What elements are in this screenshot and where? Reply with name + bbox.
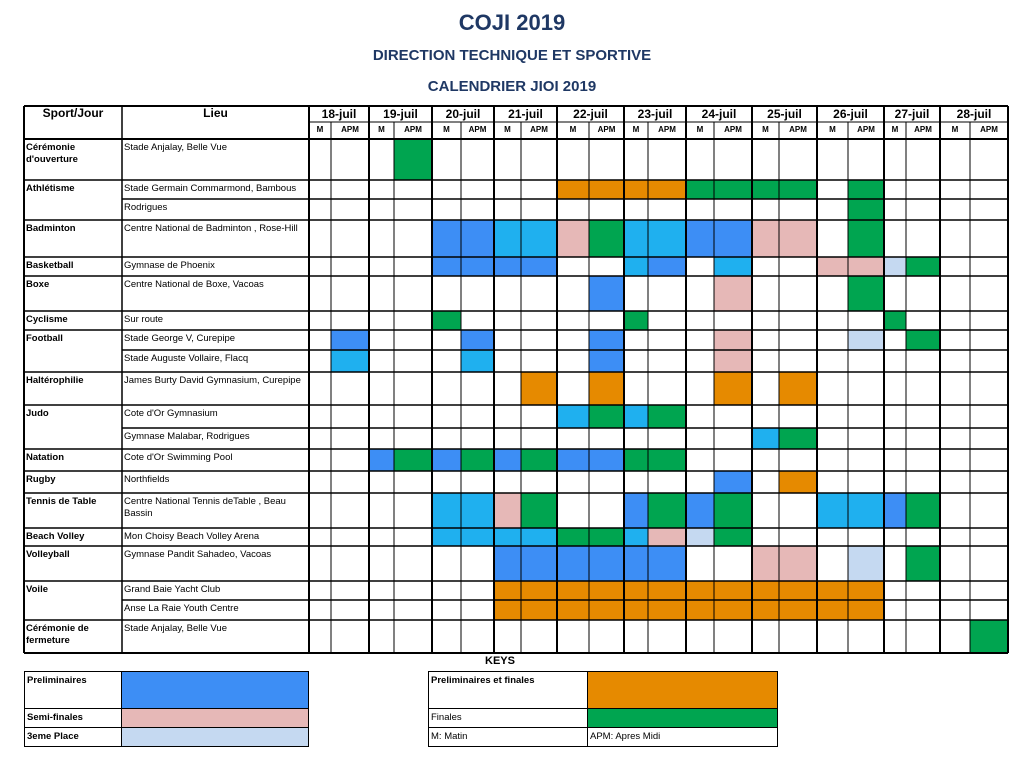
sport-label: Football [26,333,63,344]
venue-label: Centre National Tennis deTable , Beau Bassin [124,496,286,519]
session-apm-header: APM [341,125,359,134]
session-cell [648,220,686,257]
calendar-title: CALENDRIER JIOI 2019 [427,78,597,95]
session-apm-header: APM [597,125,616,134]
session-m-header: M [569,125,577,134]
day-header: 23-juil [637,107,673,121]
session-cell [461,528,494,546]
session-cell [331,350,369,372]
venue-label: Centre National de Boxe, Vacoas [124,279,264,290]
venue-label: Northfields [124,474,170,485]
key-prelim-swatch [121,671,309,709]
session-cell [752,428,779,449]
session-cell [752,581,779,600]
session-cell [648,528,686,546]
session-cell [848,180,884,199]
session-cell [432,257,461,276]
session-m-header: M [762,125,769,134]
session-cell [494,449,521,471]
session-cell [906,493,940,528]
venue-label: Sur route [124,314,164,325]
venue-label: Gymnase Malabar, Rodrigues [124,431,250,442]
key-third-label: 3eme Place [27,731,79,742]
session-cell [848,581,884,600]
session-cell [557,405,589,428]
session-apm-header: APM [789,125,807,134]
session-cell [557,581,589,600]
session-cell [394,139,432,180]
session-cell [848,276,884,311]
session-apm-header: APM [857,125,875,134]
day-header: 18-juil [321,107,357,121]
session-cell [494,600,521,620]
sport-label: Tennis de Table [26,496,97,507]
session-cell [686,528,714,546]
sport-label: Beach Volley [26,531,85,542]
session-cell [714,493,752,528]
session-m-header: M [951,125,959,134]
sport-label: Cérémonie de fermeture [26,623,89,646]
venue-label: Mon Choisy Beach Volley Arena [124,531,260,542]
session-cell [589,276,624,311]
session-cell [779,220,817,257]
session-m-header: M [316,125,324,134]
key-semi-label: Semi-finales [27,712,83,723]
session-cell [624,493,648,528]
day-header: 26-juil [833,107,868,121]
session-apm-header: APM [914,125,932,134]
sport-label: Rugby [26,474,56,485]
session-cell [432,449,461,471]
session-cell [714,528,752,546]
venue-label: Cote d'Or Swimming Pool [124,452,233,463]
sport-label: Boxe [26,279,50,290]
session-cell [779,600,817,620]
key-apm-note: APM: Apres Midi [590,731,661,742]
session-m-header: M [378,125,385,134]
session-cell [906,546,940,581]
venue-label: Stade Germain Commarmond, Bambous [124,183,297,194]
session-cell [714,350,752,372]
session-cell [494,546,521,581]
session-cell [752,546,779,581]
session-apm-header: APM [724,125,742,134]
session-cell [589,405,624,428]
session-cell [714,372,752,405]
session-cell [752,220,779,257]
venue-label: Stade Anjalay, Belle Vue [124,142,227,153]
session-cell [779,180,817,199]
venue-label: James Burty David Gymnasium, Curepipe [124,375,301,386]
session-cell [521,449,557,471]
session-cell [624,528,648,546]
session-cell [714,600,752,620]
session-cell [461,220,494,257]
session-cell [589,546,624,581]
key-prelim-label: Preliminaires [27,675,87,686]
session-cell [521,600,557,620]
session-cell [848,257,884,276]
sport-label: Natation [26,452,64,463]
session-cell [714,276,752,311]
session-cell [589,180,624,199]
sport-label: Badminton [26,223,76,234]
session-cell [557,220,589,257]
session-cell [557,546,589,581]
session-cell [848,199,884,220]
session-cell [624,581,648,600]
session-cell [648,581,686,600]
session-cell [906,257,940,276]
session-cell [779,372,817,405]
session-cell [884,311,906,330]
session-m-header: M [443,125,450,134]
venue-label: Gymnase Pandit Sahadeo, Vacoas [124,549,272,560]
sport-label: Cérémonie d'ouverture [26,142,78,165]
session-cell [970,620,1008,653]
venue-label: Grand Baie Yacht Club [124,584,221,595]
session-cell [589,528,624,546]
session-cell [817,493,848,528]
session-cell [848,330,884,350]
session-cell [461,257,494,276]
session-cell [461,493,494,528]
session-m-header: M [632,125,640,134]
session-cell [521,546,557,581]
day-header: 19-juil [383,107,418,121]
session-cell [521,372,557,405]
key-m-note: M: Matin [431,731,468,742]
session-cell [686,493,714,528]
session-m-header: M [891,125,899,134]
session-apm-header: APM [530,125,548,134]
session-cell [848,600,884,620]
session-cell [557,449,589,471]
session-cell [848,546,884,581]
day-header: 25-juil [767,107,802,121]
session-m-header: M [696,125,704,134]
session-cell [686,180,714,199]
session-cell [432,220,461,257]
session-cell [779,581,817,600]
session-cell [848,493,884,528]
sport-label: Haltérophilie [26,375,84,386]
session-cell [648,257,686,276]
session-cell [432,528,461,546]
session-cell [589,581,624,600]
day-header: 22-juil [573,107,608,121]
session-cell [521,528,557,546]
session-cell [624,311,648,330]
sport-label: Voile [26,584,48,595]
sport-label: Basketball [26,260,74,271]
venue-label: Cote d'Or Gymnasium [124,408,218,419]
day-header: 27-juil [894,107,930,121]
session-cell [624,449,648,471]
session-cell [494,257,521,276]
session-cell [714,180,752,199]
page-title: COJI 2019 [458,10,566,35]
venue-label: Stade Auguste Vollaire, Flacq [124,353,249,364]
session-cell [624,180,648,199]
session-cell [461,449,494,471]
session-cell [494,493,521,528]
session-cell [432,311,461,330]
session-cell [589,600,624,620]
session-cell [884,257,906,276]
session-cell [494,220,521,257]
session-cell [557,600,589,620]
day-header: 28-juil [956,107,992,121]
venue-label: Anse La Raie Youth Centre [124,603,239,614]
sport-label: Athlétisme [26,183,75,194]
session-cell [779,471,817,493]
session-cell [557,180,589,199]
session-cell [817,581,848,600]
session-cell [714,471,752,493]
key-semi-swatch [121,708,309,728]
session-cell [779,546,817,581]
session-cell [648,546,686,581]
venue-label: Stade George V, Curepipe [124,333,236,344]
session-cell [521,257,557,276]
session-cell [461,330,494,350]
session-cell [521,581,557,600]
session-cell [648,600,686,620]
session-apm-header: APM [658,125,676,134]
session-cell [686,581,714,600]
key-prelim-final-label: Preliminaires et finales [431,675,535,686]
session-cell [589,449,624,471]
session-cell [557,528,589,546]
session-cell [648,449,686,471]
session-cell [714,257,752,276]
session-cell [848,220,884,257]
session-cell [714,220,752,257]
session-cell [817,600,848,620]
session-cell [817,257,848,276]
session-cell [521,220,557,257]
session-apm-header: APM [980,125,998,134]
session-cell [648,180,686,199]
venue-label: Rodrigues [124,202,168,213]
session-cell [331,330,369,350]
sport-label: Judo [26,408,49,419]
session-cell [624,405,648,428]
page-subtitle: DIRECTION TECHNIQUE ET SPORTIVE [372,47,652,64]
sport-label: Volleyball [26,549,70,560]
session-cell [906,330,940,350]
session-cell [648,405,686,428]
session-cell [686,600,714,620]
day-header: 21-juil [508,107,543,121]
venue-label: Centre National de Badminton , Rose-Hill [124,223,298,234]
session-cell [884,493,906,528]
session-m-header: M [829,125,836,134]
session-cell [369,449,394,471]
venue-label: Stade Anjalay, Belle Vue [124,623,227,634]
session-cell [624,257,648,276]
keys-title: KEYS [485,655,515,667]
session-apm-header: APM [404,125,422,134]
session-cell [714,581,752,600]
venue-header: Lieu [203,106,228,120]
session-apm-header: APM [468,125,487,134]
key-final-label: Finales [431,712,462,723]
session-cell [589,350,624,372]
session-cell [752,180,779,199]
session-cell [394,449,432,471]
session-cell [686,220,714,257]
session-cell [432,493,461,528]
session-cell [589,330,624,350]
session-cell [461,350,494,372]
session-cell [589,220,624,257]
venue-label: Gymnase de Phoenix [124,260,215,271]
session-cell [494,581,521,600]
sport-label: Cyclisme [26,314,68,325]
session-cell [648,493,686,528]
session-cell [494,528,521,546]
session-cell [624,220,648,257]
session-cell [624,546,648,581]
day-header: 20-juil [445,107,481,121]
session-cell [752,600,779,620]
session-cell [779,428,817,449]
session-cell [714,330,752,350]
day-header: 24-juil [701,107,737,121]
session-cell [521,493,557,528]
key-final-swatch [587,708,778,728]
session-cell [589,372,624,405]
sport-day-header: Sport/Jour [42,106,104,120]
key-third-swatch [121,727,309,747]
session-m-header: M [504,125,511,134]
key-prelim-final-swatch [587,671,778,709]
session-cell [624,600,648,620]
